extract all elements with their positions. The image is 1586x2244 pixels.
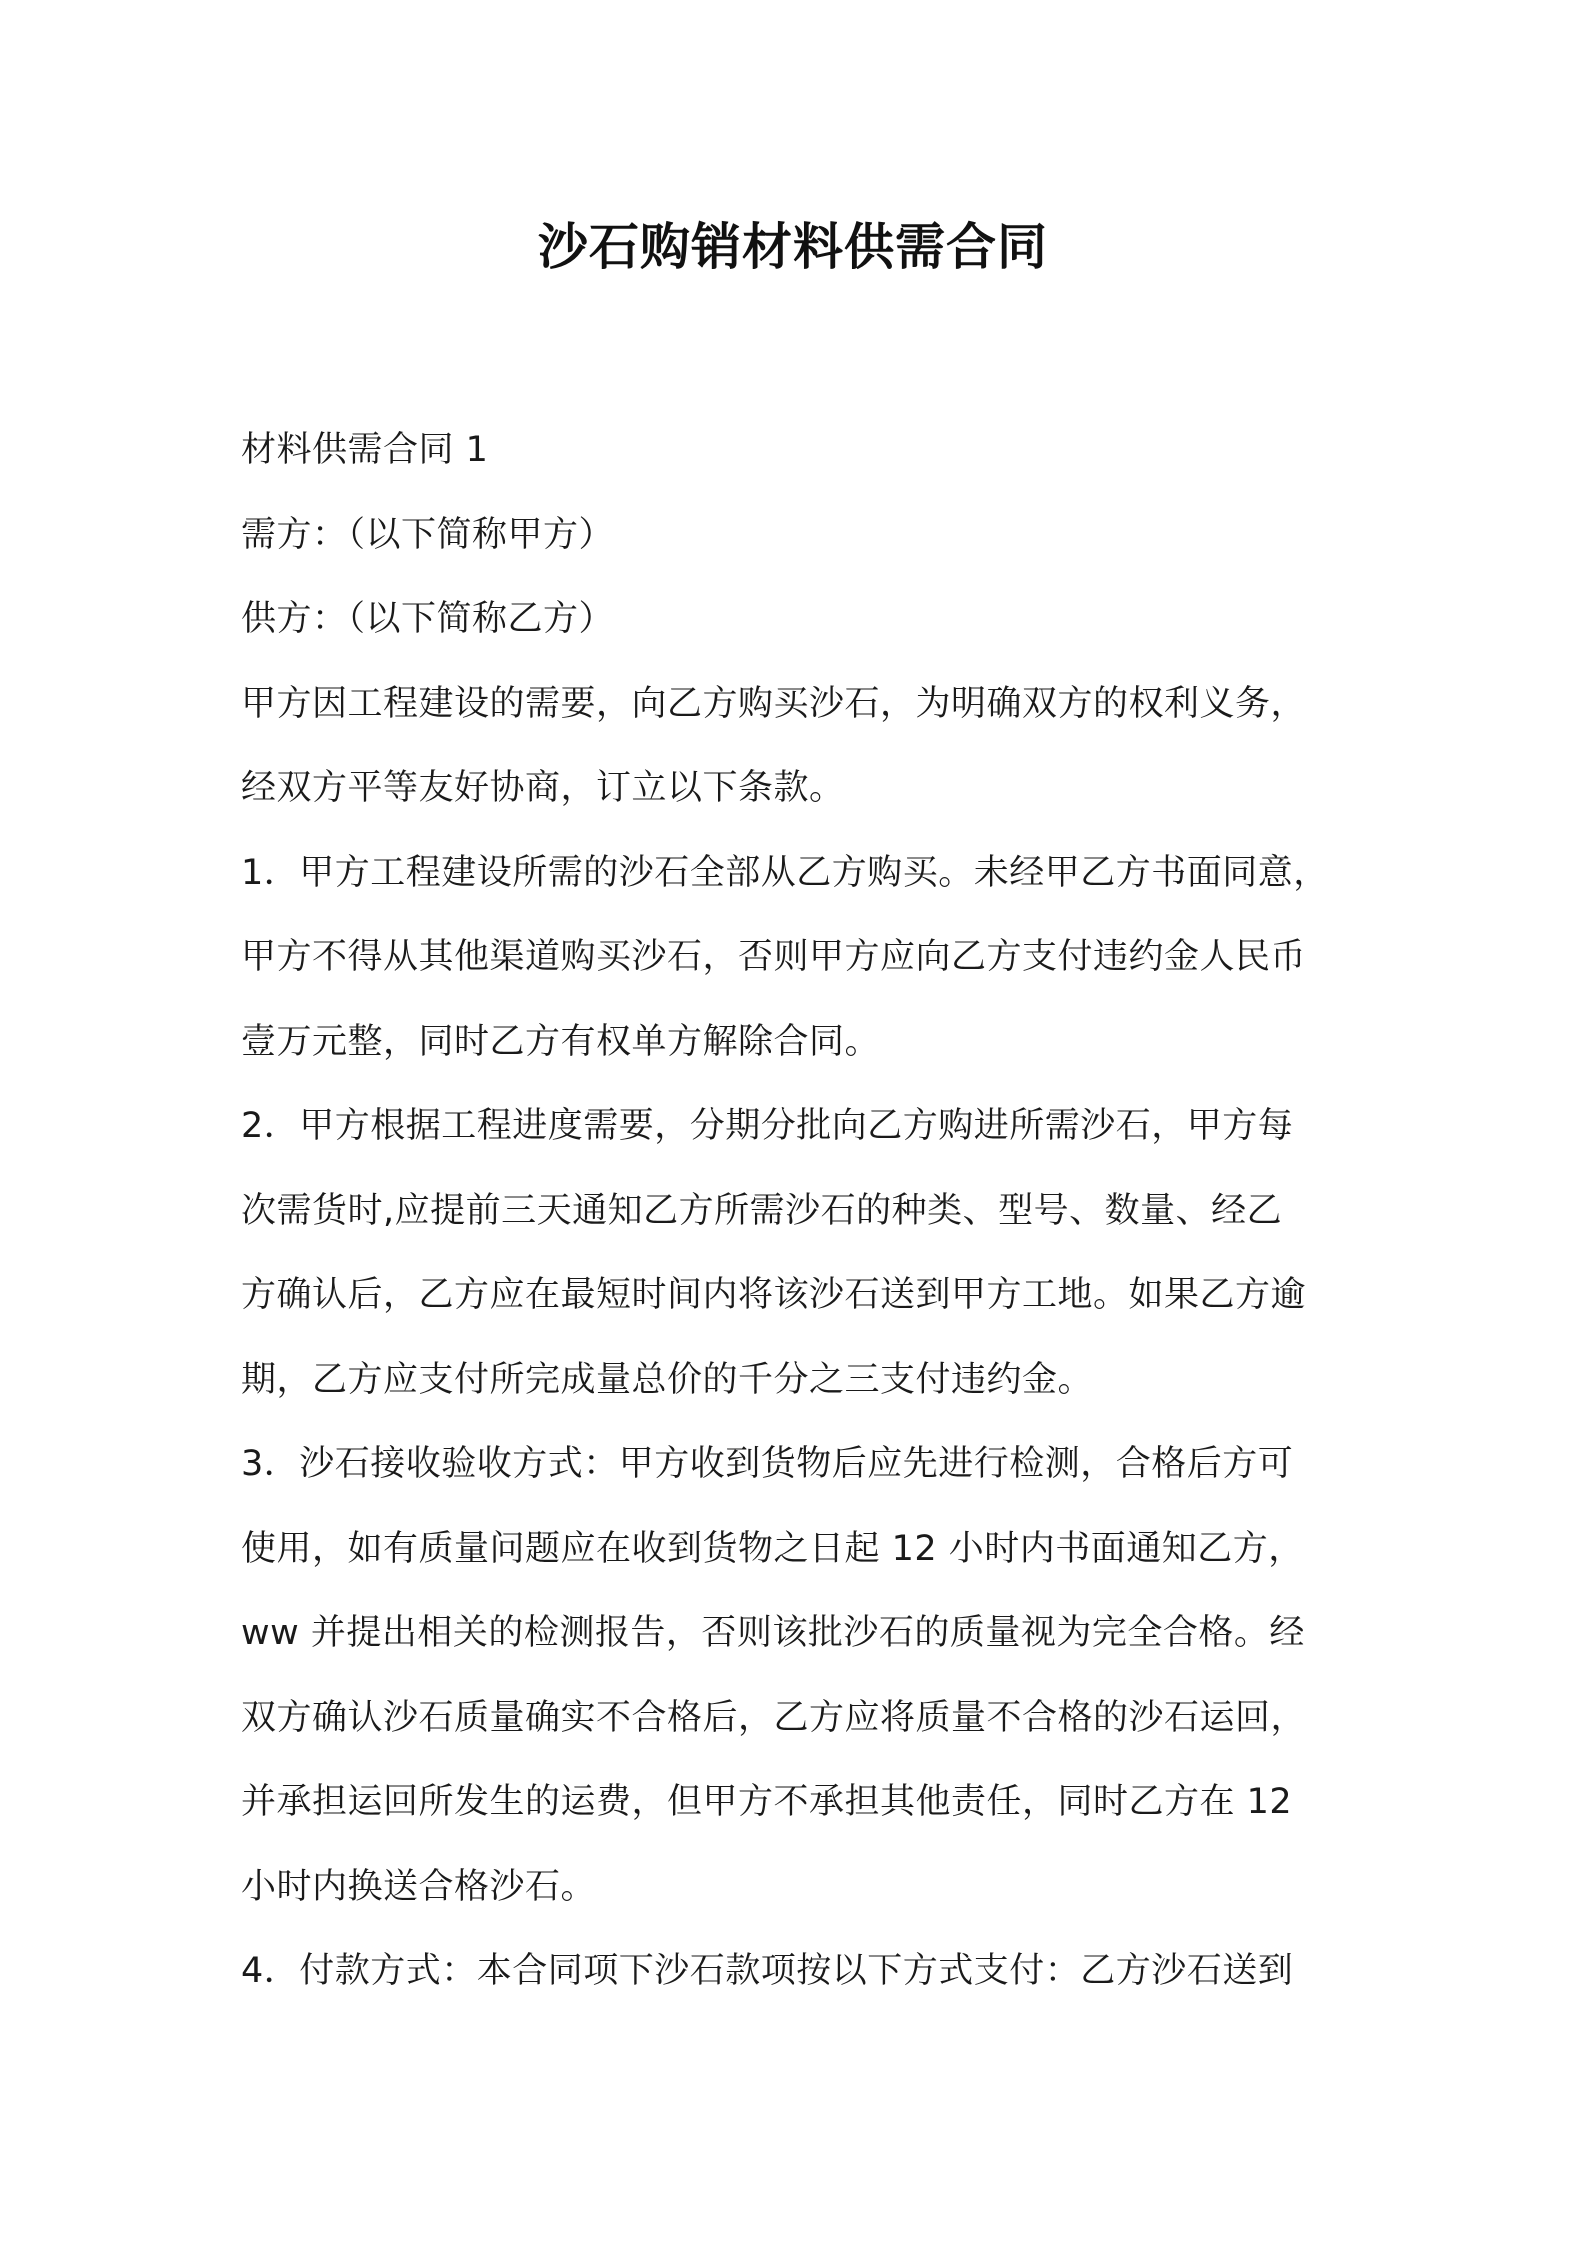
clause-3-line: 3．沙石接收验收方式：甲方收到货物后应先进行检测，合格后方可 xyxy=(241,1444,1294,1484)
clause-2-line: 2．甲方根据工程进度需要，分期分批向乙方购进所需沙石，甲方每 xyxy=(241,1106,1294,1146)
clause-3-line: 双方确认沙石质量确实不合格后，乙方应将质量不合格的沙石运回， xyxy=(241,1697,1307,1738)
document-body xyxy=(241,408,1361,2014)
heading-contract-1: 材料供需合同 1 xyxy=(241,430,489,470)
document-title: 沙石购销材料供需合同 xyxy=(538,218,1048,276)
clause-4-line: 4．付款方式：本合同项下沙石款项按以下方式支付：乙方沙石送到 xyxy=(241,1951,1294,1991)
clause-1-line: 1．甲方工程建设所需的沙石全部从乙方购买。未经甲乙方书面同意， xyxy=(241,852,1329,893)
preamble-line: 经双方平等友好协商，订立以下条款。 xyxy=(241,768,845,808)
clause-1-line: 甲方不得从其他渠道购买沙石，否则甲方应向乙方支付违约金人民币 xyxy=(241,937,1307,977)
party-a-line: 需方：（以下简称甲方） xyxy=(241,514,615,555)
preamble-line: 甲方因工程建设的需要，向乙方购买沙石，为明确双方的权利义务， xyxy=(241,683,1307,724)
clause-3-line: 使用，如有质量问题应在收到货物之日起 12 小时内书面通知乙方， xyxy=(241,1528,1304,1569)
clause-2-line: 次需货时,应提前三天通知乙方所需沙石的种类、型号、数量、经乙 xyxy=(241,1190,1283,1231)
clause-2-line: 方确认后，乙方应在最短时间内将该沙石送到甲方工地。如果乙方逾 xyxy=(241,1275,1307,1315)
clause-1-line: 壹万元整，同时乙方有权单方解除合同。 xyxy=(241,1021,881,1062)
clause-3-line: ww 并提出相关的检测报告，否则该批沙石的质量视为完全合格。经 xyxy=(241,1613,1305,1653)
clause-3-line: 小时内换送合格沙石。 xyxy=(241,1866,597,1907)
clause-2-line: 期，乙方应支付所完成量总价的千分之三支付违约金。 xyxy=(241,1359,1094,1400)
clause-3-line: 并承担运回所发生的运费，但甲方不承担其他责任，同时乙方在 12 xyxy=(241,1782,1293,1822)
party-b-line: 供方：（以下简称乙方） xyxy=(241,599,615,639)
